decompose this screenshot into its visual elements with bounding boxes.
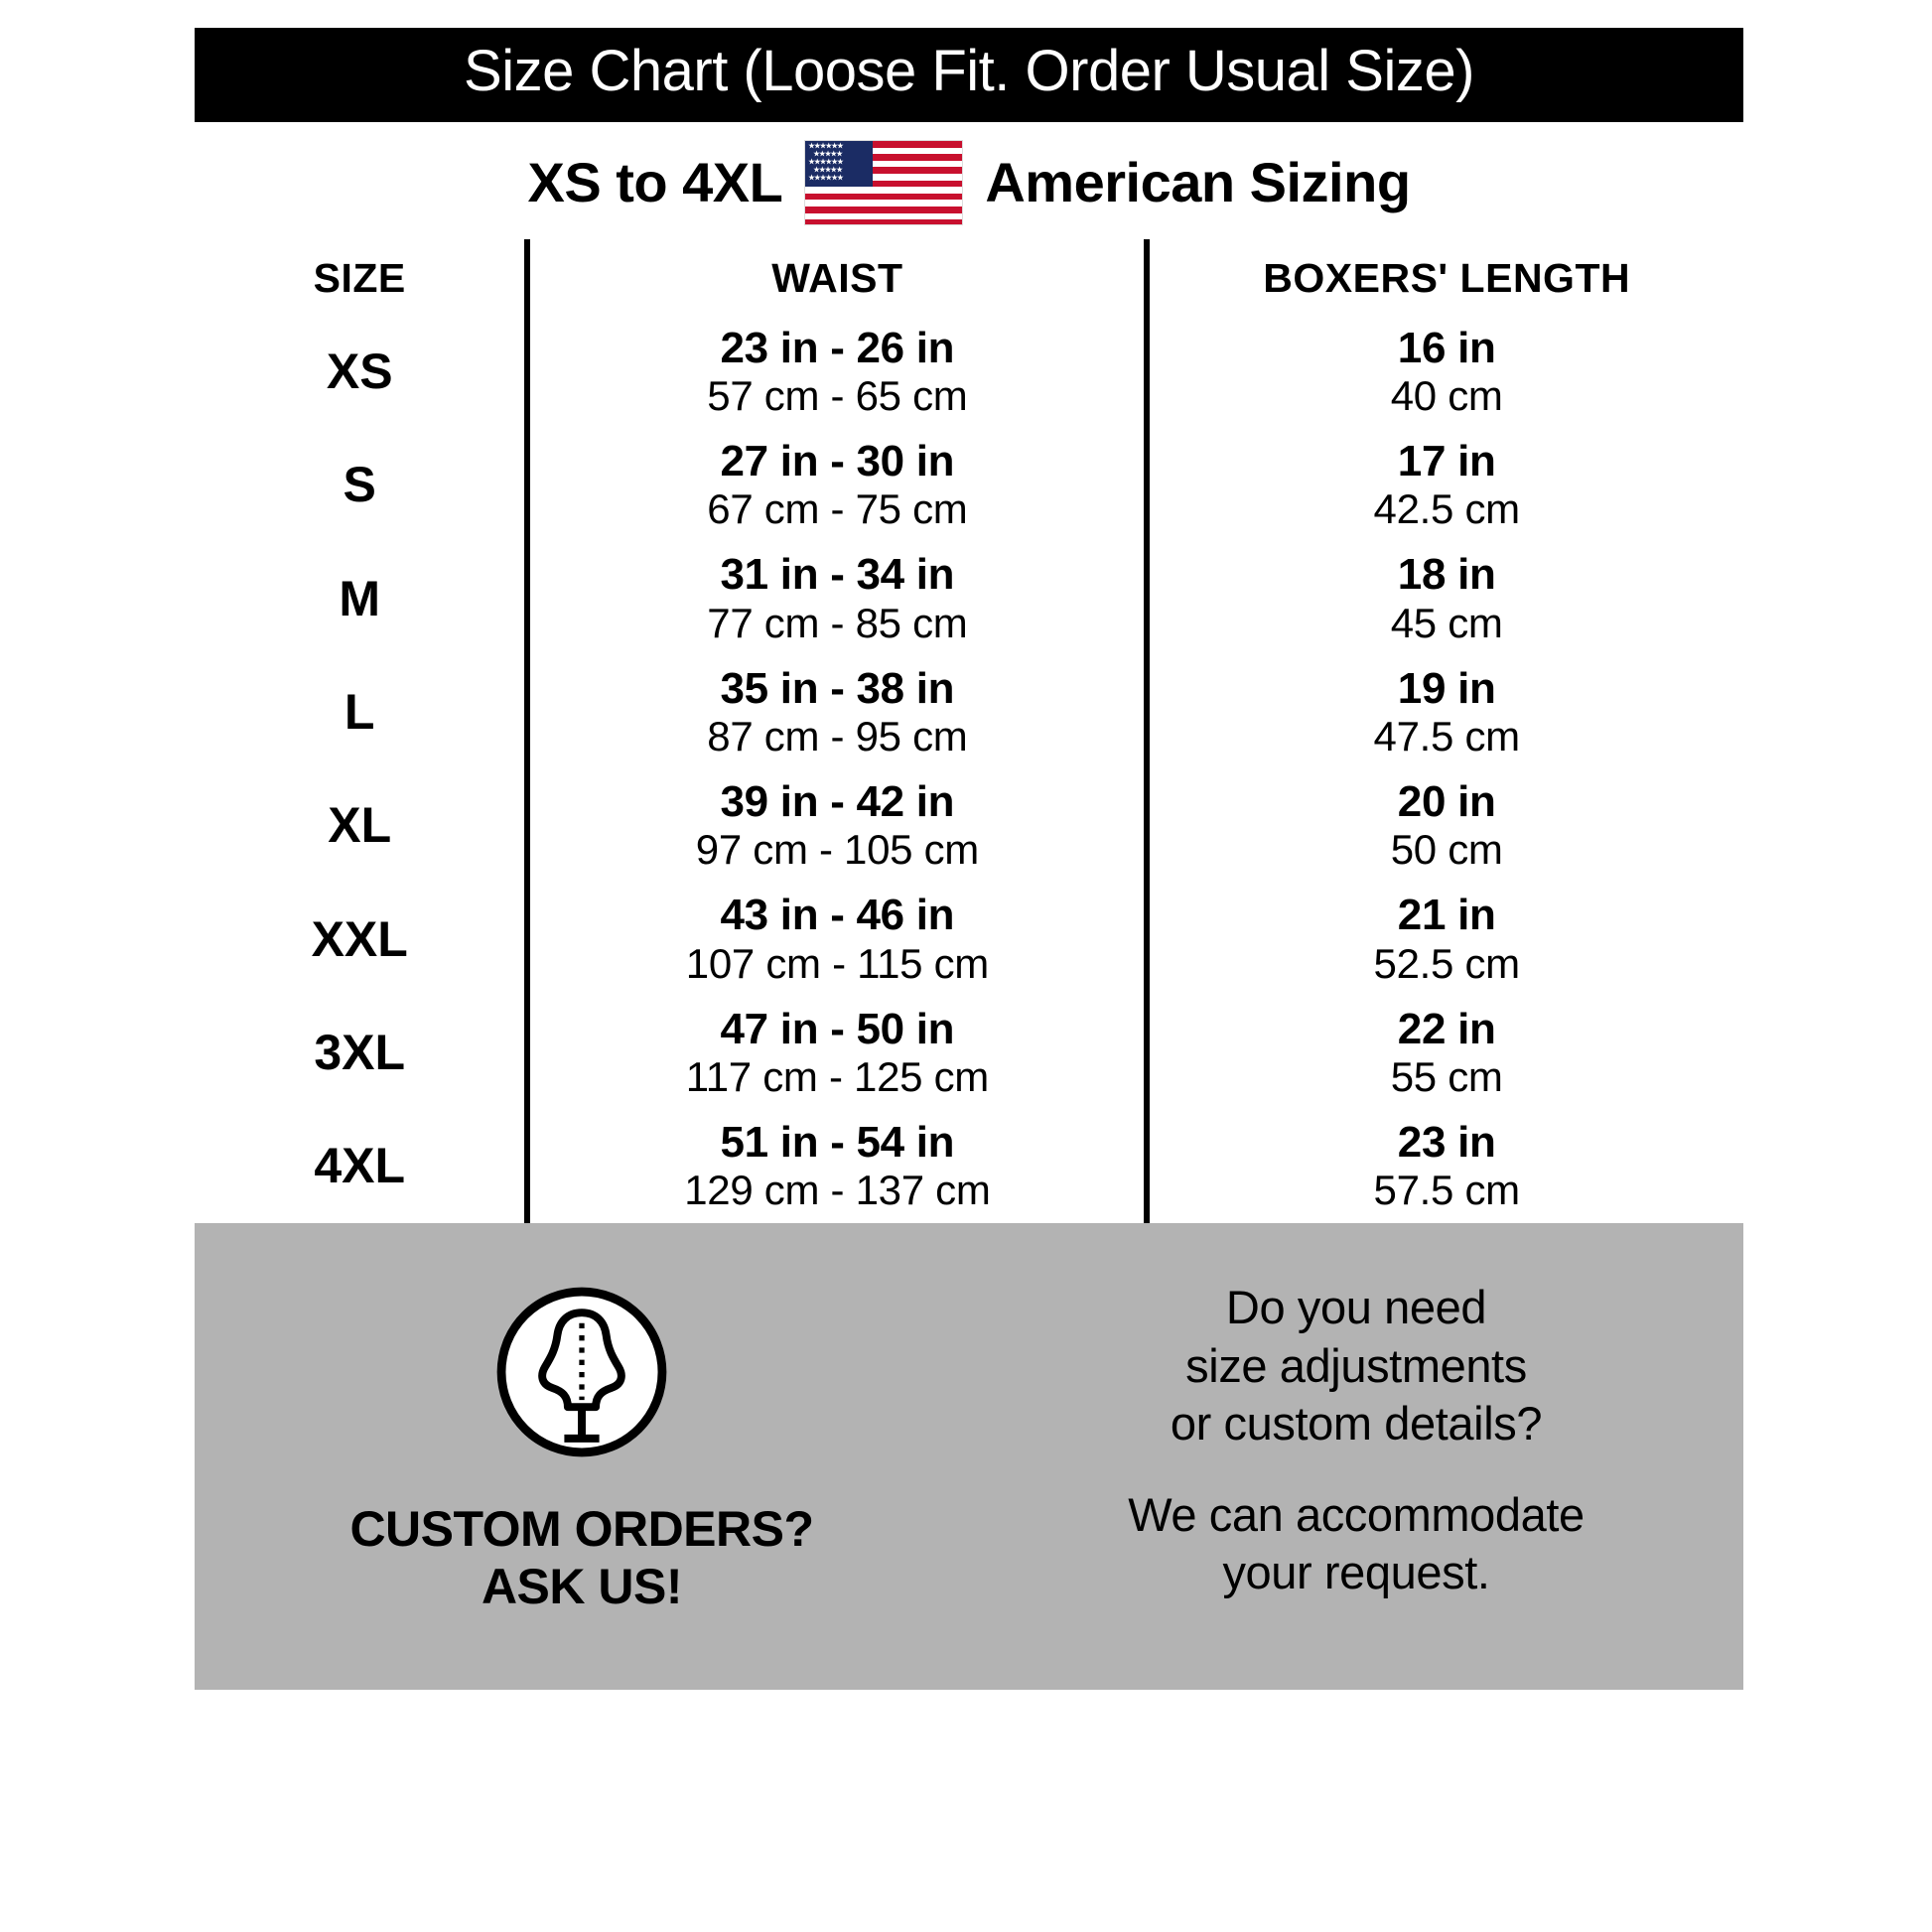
- question-line-1: Do you need: [1225, 1281, 1487, 1334]
- length-inches: 20 in: [1397, 777, 1496, 827]
- length-inches: 19 in: [1397, 663, 1496, 713]
- waist-centimeters: 57 cm - 65 cm: [707, 372, 968, 420]
- waist-centimeters: 107 cm - 115 cm: [685, 939, 989, 987]
- waist-centimeters: 129 cm - 137 cm: [684, 1167, 991, 1214]
- table-row: [195, 656, 1743, 769]
- cell-size: L: [344, 683, 375, 740]
- column-header-boxers-length: BOXERS' LENGTH: [1147, 239, 1743, 316]
- cell-waist: [527, 1110, 1147, 1223]
- cell-length: [1147, 769, 1743, 883]
- table-row: [195, 316, 1743, 429]
- length-centimeters: 40 cm: [1390, 372, 1503, 420]
- length-centimeters: 45 cm: [1390, 599, 1503, 646]
- length-centimeters: 50 cm: [1390, 826, 1503, 874]
- column-header-waist: WAIST: [527, 239, 1147, 316]
- waist-inches: 43 in - 46 in: [720, 891, 955, 940]
- question-line-3: or custom details?: [1170, 1396, 1543, 1449]
- cell-waist: [527, 542, 1147, 655]
- cell-length: [1147, 429, 1743, 542]
- column-header-size: SIZE: [313, 254, 406, 301]
- cell-length: [1147, 1110, 1743, 1223]
- waist-centimeters: 87 cm - 95 cm: [707, 713, 968, 760]
- answer-line-2: your request.: [1222, 1546, 1490, 1599]
- spacer: [969, 1452, 1743, 1486]
- length-inches: 17 in: [1397, 437, 1496, 486]
- cell-length: [1147, 656, 1743, 769]
- custom-orders-heading: CUSTOM ORDERS?: [349, 1501, 814, 1558]
- custom-orders-right: [969, 1263, 1743, 1601]
- size-chart: [195, 28, 1743, 1690]
- table-row: [195, 883, 1743, 996]
- cell-size: XS: [326, 344, 393, 400]
- waist-inches: 23 in - 26 in: [720, 323, 955, 372]
- cell-size: S: [343, 457, 376, 513]
- cell-waist: [527, 883, 1147, 996]
- table-row: [195, 1110, 1743, 1223]
- waist-inches: 51 in - 54 in: [720, 1117, 955, 1167]
- question-line-2: size adjustments: [1185, 1338, 1527, 1392]
- waist-centimeters: 117 cm - 125 cm: [685, 1052, 989, 1100]
- size-range-label: XS to 4XL: [527, 151, 783, 214]
- cell-waist: [527, 429, 1147, 542]
- cell-size: XL: [328, 797, 392, 854]
- length-centimeters: 55 cm: [1390, 1052, 1503, 1100]
- waist-inches: 35 in - 38 in: [720, 663, 955, 713]
- american-sizing-label: American Sizing: [985, 151, 1411, 214]
- table-row: [195, 429, 1743, 542]
- waist-inches: 27 in - 30 in: [720, 437, 955, 486]
- waist-inches: 47 in - 50 in: [720, 1004, 955, 1053]
- custom-orders-left: [195, 1263, 969, 1615]
- cell-length: [1147, 316, 1743, 429]
- custom-orders-subheading: ASK US!: [481, 1558, 683, 1614]
- waist-inches: 31 in - 34 in: [720, 550, 955, 600]
- table-row: [195, 997, 1743, 1110]
- length-inches: 21 in: [1397, 891, 1496, 940]
- american-sizing-line: [195, 122, 1743, 239]
- length-inches: 16 in: [1397, 323, 1496, 372]
- cell-size: XXL: [311, 910, 408, 967]
- length-inches: 18 in: [1397, 550, 1496, 600]
- cell-waist: [527, 656, 1147, 769]
- usa-flag-icon: ★★★★★★ ★★★★★ ★★★★★★ ★★★★★ ★★★★★★: [804, 140, 963, 225]
- table-row: [195, 542, 1743, 655]
- cell-length: [1147, 883, 1743, 996]
- cell-waist: [527, 769, 1147, 883]
- length-centimeters: 57.5 cm: [1373, 1167, 1520, 1214]
- cell-length: [1147, 997, 1743, 1110]
- table-row: [195, 769, 1743, 883]
- cell-size: 4XL: [314, 1138, 406, 1194]
- cell-waist: [527, 997, 1147, 1110]
- waist-inches: 39 in - 42 in: [720, 777, 955, 827]
- cell-size: 3XL: [314, 1024, 406, 1080]
- cell-waist: [527, 316, 1147, 429]
- answer-line-1: We can accommodate: [1128, 1488, 1585, 1542]
- length-centimeters: 52.5 cm: [1373, 939, 1520, 987]
- cell-length: [1147, 542, 1743, 655]
- length-centimeters: 42.5 cm: [1373, 485, 1520, 533]
- page-title: Size Chart (Loose Fit. Order Usual Size): [195, 28, 1743, 122]
- custom-orders-banner: [195, 1223, 1743, 1690]
- dress-form-icon: [494, 1285, 669, 1459]
- waist-centimeters: 67 cm - 75 cm: [707, 485, 968, 533]
- table-header-row: [195, 239, 1743, 316]
- waist-centimeters: 97 cm - 105 cm: [695, 826, 979, 874]
- length-centimeters: 47.5 cm: [1373, 713, 1520, 760]
- cell-size: M: [339, 570, 381, 626]
- length-inches: 22 in: [1397, 1004, 1496, 1053]
- waist-centimeters: 77 cm - 85 cm: [707, 599, 968, 646]
- measurements-table: [195, 239, 1743, 1223]
- length-inches: 23 in: [1397, 1117, 1496, 1167]
